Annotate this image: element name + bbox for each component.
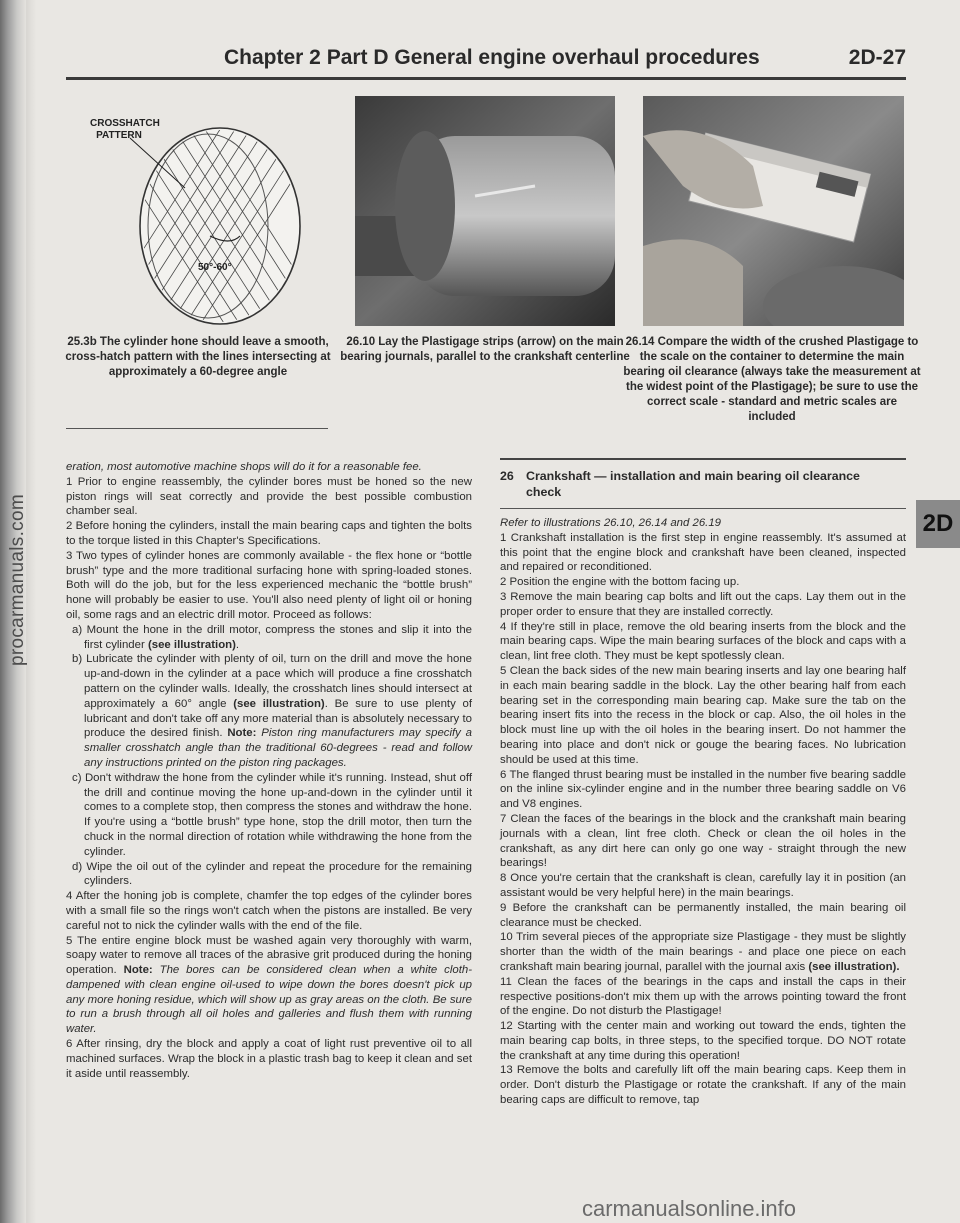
step-a-text: a) Mount the hone in the drill motor, compress the stones and slip it into the first cylinder [72, 623, 472, 651]
step-b-mid: . Be sure to use plenty of lubricant and don't take off any more material than is absolutely necessary to produce the desired finish. [84, 697, 472, 740]
continued-text: eration, most automotive machine shops will do it for a reasonable fee. [66, 461, 422, 473]
step-b-ref: (see illustration) [233, 697, 325, 710]
r-paragraph-2: 2 Position the engine with the bottom facing up. [500, 576, 740, 589]
r-paragraph-1: 1 Crankshaft installation is the first step in engine reassembly. It's assumed at this point that the engine block and crankshaft have been cleaned, inspected and repaired or reconditioned. [500, 531, 906, 574]
step-b-text: b) Lubricate the cylinder with plenty of oil, turn on the drill and move the hone up-and-down in the cylinder at a pace which will produce a fine crosshatch pattern on the cylinder walls. Ideally, the crosshatch lines should intersect at approximately a 60° angle [72, 653, 472, 710]
figure-crosshatch-diagram [90, 96, 310, 328]
cylinder-bore-outline [140, 128, 300, 324]
r-paragraph-8: 8 Once you're certain that the crankshaft is clean, carefully lay it in position (an assistant would be very helpful here) in the main bearings. [500, 872, 906, 899]
paragraph-5 [66, 934, 472, 1038]
step-a-end: . [235, 638, 240, 651]
section-title-line1: Crankshaft — installation and main bearing oil clearance [526, 469, 860, 483]
bottom-watermark: carmanualsonline.info [582, 1196, 797, 1221]
figure-plastigage-journal-photo [355, 96, 615, 326]
r-paragraph-6: 6 The flanged thrust bearing must be installed in the number five bearing saddle on the inline six-cylinder engine and in the number three bearing saddle on V6 and V8 engines. [500, 768, 906, 811]
step-a-ref: (see illustration) [147, 638, 236, 651]
refer-to-illustrations: Refer to illustrations 26.10, 26.14 and 26.19 [500, 517, 721, 529]
section-tab-2d: 2D [916, 500, 960, 548]
r-paragraph-3: 3 Remove the main bearing cap bolts and lift out the caps. Lay them out in the proper order to ensure that they are installed correctly. [500, 590, 906, 618]
r-paragraph-13: 13 Remove the bolts and carefully lift off the main bearing caps. Keep them in order. Don't disturb the Plastigage or rotate the crankshaft. If any of the main bearing caps are difficult to remove, tap [500, 1064, 906, 1107]
crosshatch-label: CROSSHATCH PATTERN [90, 118, 160, 141]
step-d: d) Wipe the oil out of the cylinder and repeat the procedure for the remaining cylinders. [72, 860, 472, 888]
scale-photo [643, 96, 904, 326]
paragraph-1: 1 Prior to engine reassembly, the cylinder bores must be honed so the new piston rings will seat correctly and provide the best possible combustion chamber seal. [66, 475, 472, 518]
paragraph-5-note-label: Note: [123, 964, 153, 977]
r-paragraph-5: 5 Clean the back sides of the new main bearing inserts and lay one bearing half in each main bearing saddle in the block. Lay the other bearing half from each bearing set in the corresponding main bearing cap. Make sure the tab on the bearing insert fits into the recess in the block or cap. Also, the oil holes in the block must line up with the oil holes in the bearing insert. Do not hammer the bearing into place and don't nick or gouge the bearing faces. No lubrication should be used at this time. [500, 664, 906, 766]
left-column [66, 460, 472, 1081]
r-paragraph-4: 4 If they're still in place, remove the old bearing inserts from the block and the main bearing caps. Wipe the main bearing surfaces of the block and caps with a clean, lint free cloth. They must be kept spotlessly clean. [500, 620, 906, 663]
caption-fig-26-14: 26.14 Compare the width of the crushed Plastigage to the scale on the container to determine the main bearing oil clearance (always take the measurement at the widest point of the Plastigage); be sure to use the correct scale - standard and metric scales are included [623, 336, 921, 423]
caption-fig-25-3b: 25.3b The cylinder hone should leave a smooth, cross-hatch pattern with the lines intersecting at approximately a 60-degree angle [65, 336, 331, 378]
header-rule [66, 77, 906, 80]
step-b [66, 652, 472, 770]
right-column [500, 516, 906, 1108]
step-c: c) Don't withdraw the hone from the cylinder while it's running. Instead, shut off the drill and continue moving the hone up-and-down in the cylinder until it comes to a complete stop, then compress the stones and withdraw the hone. If you're using a “bottle brush” type hone, stop the drill motor, then turn the chuck in the normal direction of rotation while withdrawing the hone from the cylinder. [72, 771, 472, 858]
paragraph-5-note: The bores can be considered clean when a white cloth-dampened with clean engine oil-used to wipe down the bores doesn't pick up any more honing residue, which will show up as gray areas on the cloth. Be sure to run a brush through all oil holes and galleries and flush them with running water. [66, 964, 472, 1036]
r-paragraph-9: 9 Before the crankshaft can be permanently installed, the main bearing oil clearance must be checked. [500, 901, 906, 929]
side-watermark-text: procarmanuals.com [7, 494, 29, 666]
figure-plastigage-scale-photo [643, 96, 904, 326]
section-rule-top [500, 458, 906, 460]
paragraph-6: 6 After rinsing, dry the block and apply a coat of light rust preventive oil to all machined surfaces. Wrap the block in a plastic trash bag to keep it clean and set it aside until reassembly. [66, 1038, 472, 1080]
paragraph-2: 2 Before honing the cylinders, install the main bearing caps and tighten the bolts to the torque listed in this Chapter's Specifications. [66, 520, 472, 547]
journal-photo [355, 96, 615, 326]
r-paragraph-10 [500, 930, 906, 974]
paragraph-3: 3 Two types of cylinder hones are commonly available - the flex hone or “bottle brush” type and the more traditional surfacing hone with spring-loaded stones. Both will do the job, but for the less experienced mechanic the “bottle brush” hone will probably be easier to use. You'll also need plenty of light oil or honing oil, some rags and an electric drill motor. Proceed as follows: [66, 549, 472, 621]
angle-label: 50°-60° [198, 262, 232, 273]
step-a [66, 623, 472, 653]
caption-fig-26-10: 26.10 Lay the Plastigage strips (arrow) on the main bearing journals, parallel to the crankshaft centerline [340, 336, 630, 363]
page-number: 2D-27 [848, 46, 906, 69]
section-title-line2: check [526, 485, 562, 499]
section-rule-bottom [500, 508, 906, 509]
paragraph-4: 4 After the honing job is complete, chamfer the top edges of the cylinder bores with a small file so the rings won't catch when the pistons are installed. Be very careful not to nick the cylinder walls with the end of the file. [66, 890, 472, 932]
r-paragraph-11: 11 Clean the faces of the bearings in the caps and install the caps in their respective positions-don't mix them up with the arrows pointing toward the front of the engine. Do not disturb the Plastigage! [500, 975, 906, 1018]
r-paragraph-10-ref: (see illustration). [808, 960, 900, 973]
r-paragraph-7: 7 Clean the faces of the bearings in the block and the crankshaft main bearing journals with a clean, lint free cloth. Check or clean the oil holes in the crankshaft, as any dirt here can only go one way - straight through the new bearings! [500, 812, 906, 870]
column-divider-rule [66, 428, 328, 429]
chapter-title: Chapter 2 Part D General engine overhaul procedures [224, 46, 760, 69]
section-heading [500, 468, 906, 500]
side-watermark [6, 470, 30, 690]
paragraph-5-text: 5 The entire engine block must be washed again very thoroughly with warm, soapy water to remove all traces of the abrasive grit produced during the honing operation. [66, 934, 472, 977]
step-b-note-label: Note: [227, 727, 257, 740]
r-paragraph-12: 12 Starting with the center main and working out toward the ends, tighten the main bearing cap bolts, in three steps, to the specified torque. DO NOT rotate the crankshaft at any time during this operation! [500, 1020, 906, 1062]
step-b-note: Piston ring manufacturers may specify a smaller crosshatch angle than the traditional 60-degrees - read and follow any instructions printed on the piston ring packages. [84, 727, 473, 769]
page-header [66, 46, 906, 86]
r-paragraph-10-text: 10 Trim several pieces of the appropriate size Plastigage - they must be slightly shorter than the width of the main bearings - and place one piece on each crankshaft main bearing journal, parallel with the journal axis [500, 931, 906, 973]
section-number: 26 [500, 469, 514, 483]
